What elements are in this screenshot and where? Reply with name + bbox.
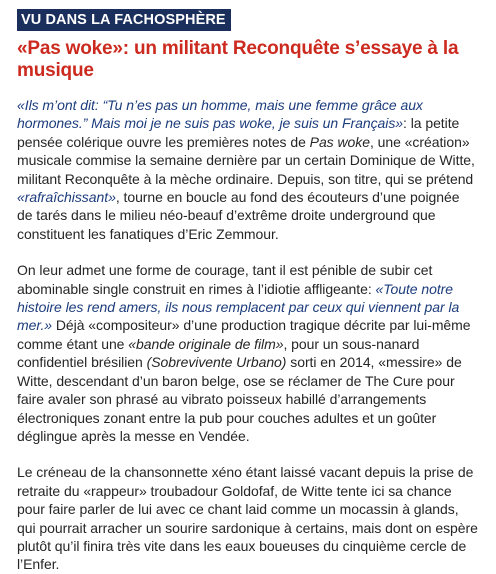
emphasis-text: (Sobrevivente Urbano) [146, 354, 287, 371]
body-text: sorti en 2014, «messire» de Witte, descendant d’un baron belge, ose se réclamer de The Cure pour faire avaler son phrasé au vibrato poisseux habillé d’arrangements électroniques zonant entre la pub pour couches adultes et un goûter déglingue après la messe en Vendée. [17, 354, 462, 444]
body-text: : la petite pensée colérique ouvre les premières notes de [17, 115, 460, 150]
article-headline: «Pas woke»: un militant Reconquête s’essaye à la musique [17, 38, 459, 81]
article-paragraph-1 [17, 96, 478, 243]
body-text: Déjà «compositeur» d’une production tragique décrite par lui-même comme étant une [17, 317, 471, 352]
article-paragraph-2 [17, 261, 478, 445]
body-text: On leur admet une forme de courage, tant il est pénible de subir cet abominable single construit en rimes à l’idiotie affligeante: [17, 262, 433, 297]
emphasis-text: Pas woke [309, 133, 370, 150]
body-text: , tourne en boucle au fond des écouteurs d’une poignée de tarés dans le milieu néo-beauf d’extrême droite underground que constituent les fanatiques d’Eric Zemmour. [17, 189, 460, 242]
quote-text: «Toute notre histoire les rend amers, ils nous remplacent par ceux qui viennent par la mer.» [17, 280, 460, 334]
quote-text: «rafraîchissant» [17, 189, 116, 206]
body-text: , pour un sous-nanard confidentiel brésilien [17, 335, 420, 371]
body-text: , une «création» musicale commise la semaine dernière par un certain Dominique de Witte, militant Reconquête à la mèche ordinaire. Depuis, son titre, qui se prétend [17, 133, 475, 187]
quote-text: «Ils m’ont dit: “Tu n’es pas un homme, mais une femme grâce aux hormones.” Mais moi je ne suis pas woke, je suis un Français» [17, 97, 423, 132]
emphasis-text: «bande originale de film» [128, 335, 284, 352]
article-paragraph-3 [17, 463, 478, 573]
section-kicker: VU DANS LA FACHOSPHÈRE [17, 9, 231, 31]
body-text: Le créneau de la chansonnette xéno étant laissé vacant depuis la prise de retraite du «rappeur» troubadour Goldofaf, de Witte tente ici sa chance pour faire parler de lui avec ce chant laid comme un mocassin à glands, qui pourrait arracher un sourire sardonique à certains, mais dont on espère plutôt qu’il finira très vite dans les eaux boueuses du cinquième cercle de l’Enfer. [17, 464, 478, 573]
